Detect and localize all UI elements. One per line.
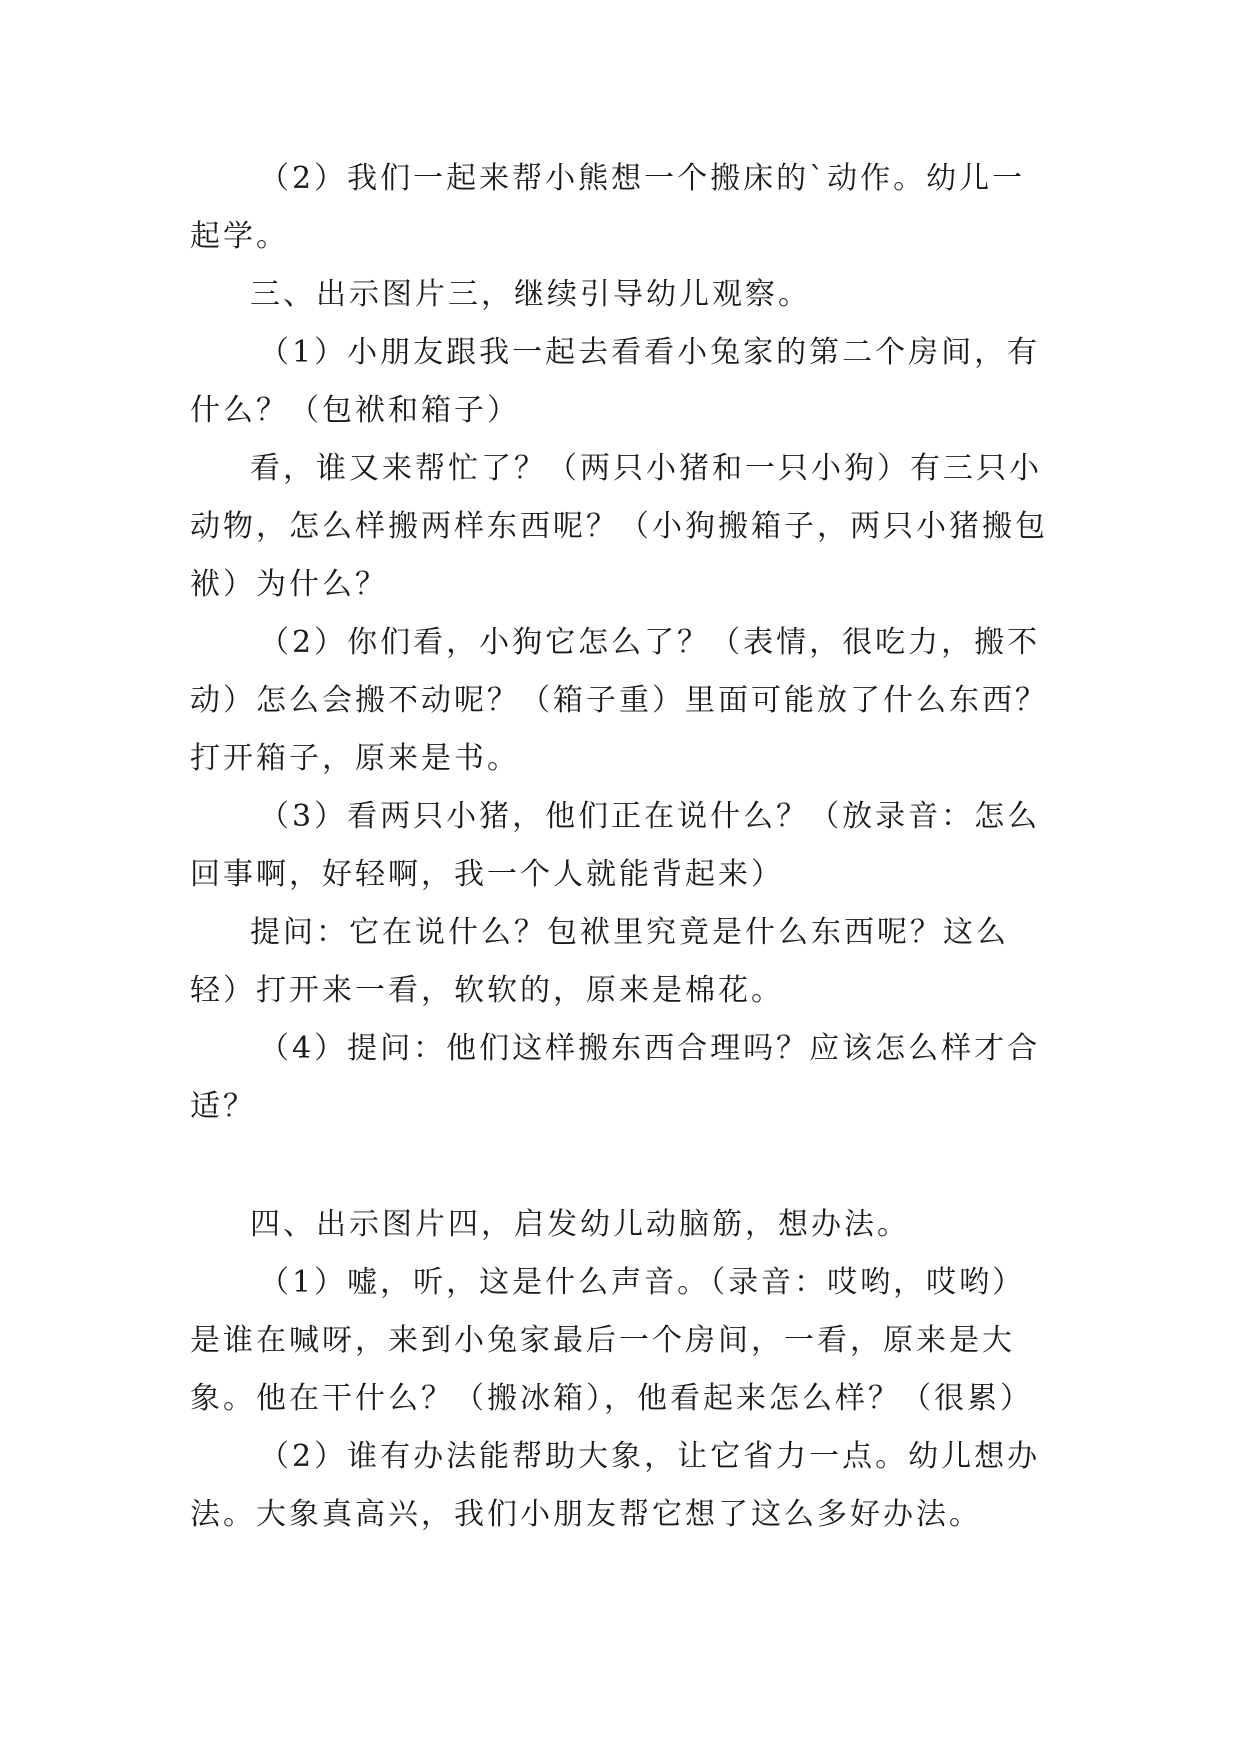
paragraph-11: （2）谁有办法能帮助大象，让它省力一点。幼儿想办法。大象真高兴，我们小朋友帮它想了这么多好办法。 xyxy=(190,1439,1041,1532)
paragraph-1: （2）我们一起来帮小熊想一个搬床的`动作。幼儿一起学。 xyxy=(190,161,1026,254)
paragraph-8: （4）提问：他们这样搬东西合理吗？应该怎么样才合适？ xyxy=(190,1031,1041,1124)
paragraph-9: 四、出示图片四，启发幼儿动脑筋，想办法。 xyxy=(250,1207,910,1242)
paragraph-10: （1）嘘，听，这是什么声音。（录音：哎哟，哎哟）是谁在喊呀，来到小兔家最后一个房间，一看，原来是大象。他在干什么？（搬冰箱），他看起来怎么样？（很累） xyxy=(190,1265,1033,1416)
paragraph-3: （1）小朋友跟我一起去看看小兔家的第二个房间，有什么？（包袱和箱子） xyxy=(190,335,1041,428)
paragraph-4: 看，谁又来帮忙了？（两只小猪和一只小狗）有三只小动物，怎么样搬两样东西呢？（小狗搬箱子，两只小猪搬包袱）为什么？ xyxy=(190,451,1048,602)
paragraph-7: 提问：它在说什么？包袱里究竟是什么东西呢？这么轻）打开来一看，软软的，原来是棉花。 xyxy=(190,915,1009,1008)
paragraph-2: 三、出示图片三，继续引导幼儿观察。 xyxy=(250,277,811,312)
paragraph-5: （2）你们看，小狗它怎么了？（表情，很吃力，搬不动）怎么会搬不动呢？（箱子重）里面可能放了什么东西？打开箱子，原来是书。 xyxy=(190,625,1048,776)
paragraph-6: （3）看两只小猪，他们正在说什么？（放录音：怎么回事啊，好轻啊，我一个人就能背起来） xyxy=(190,799,1041,892)
